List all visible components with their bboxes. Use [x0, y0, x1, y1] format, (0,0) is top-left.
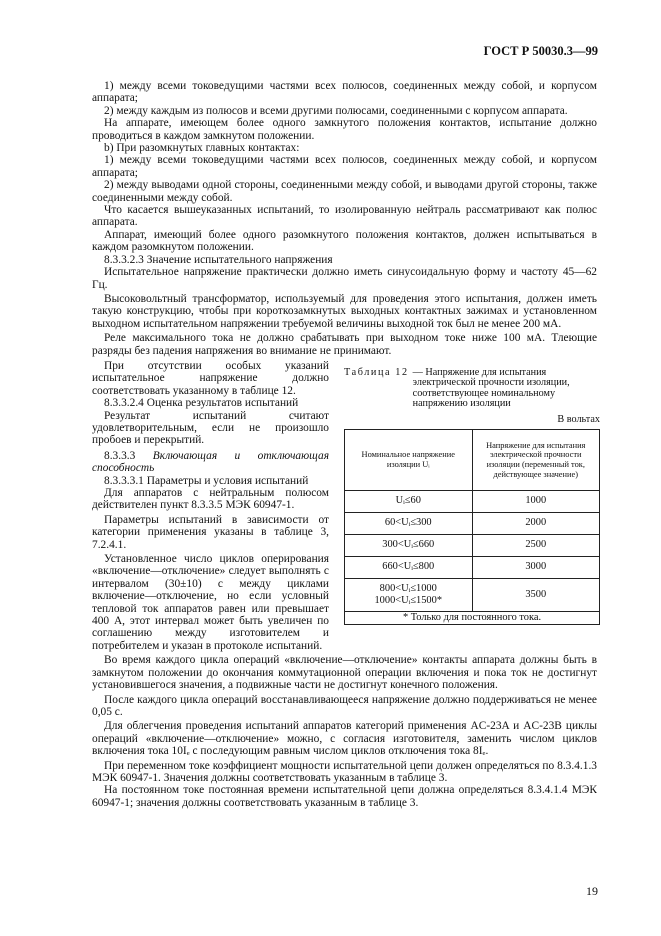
table-cell: 2000: [472, 512, 600, 534]
table-cell: 60<Uᵢ≤300: [345, 512, 473, 534]
paragraph: Для аппаратов с нейтральным полюсом действителен пункт 8.3.3.5 МЭК 60947-1.: [92, 487, 329, 512]
paragraph: Реле максимального тока не должно срабатывать при выходном токе ниже 100 мА. Тлеющие разряды без падения напряжения во внимание не принимают.: [92, 332, 597, 357]
paragraph: 1) между всеми токоведущими частями всех полюсов, соединенных между собой, и корпусом аппарата;: [92, 154, 597, 179]
paragraph: 2) между выводами одной стороны, соединенными между собой, и выводами другой стороны, также соединенными между собой.: [92, 179, 597, 204]
section-heading: [92, 450, 329, 475]
table-header-cell: Номинальное напряжение изоляции Uᵢ: [345, 429, 473, 490]
paragraph: 1) между всеми токоведущими частями всех полюсов, соединенных между собой, и корпусом аппарата;: [92, 80, 597, 105]
section-heading: 8.3.3.3.1 Параметры и условия испытаний: [104, 474, 309, 487]
two-column-section: [92, 359, 600, 652]
table-cell: Uᵢ≤60: [345, 490, 473, 512]
table-row: [345, 556, 600, 578]
table-cell: 3500: [472, 578, 600, 611]
paragraph: 2) между каждым из полюсов и всеми другими полюсами, соединенными с корпусом аппарата.: [104, 104, 568, 117]
table-header-row: [345, 429, 600, 490]
table-row: [345, 490, 600, 512]
table-footnote-row: [345, 611, 600, 624]
table-row: [345, 512, 600, 534]
table-cell: [345, 578, 473, 611]
table-unit: В вольтах: [557, 413, 600, 425]
paragraph: Параметры испытаний в зависимости от категории применения указаны в таблице 3, 7.2.4.1.: [92, 513, 329, 551]
page-content: [92, 80, 600, 809]
left-column: [92, 360, 329, 652]
section-number: 8.3.3.3: [104, 449, 136, 462]
paragraph: b) При разомкнутых главных контактах:: [104, 142, 300, 155]
page-number: 19: [586, 884, 598, 898]
table-cell-line: 800<Uᵢ≤1000: [379, 582, 437, 594]
table-row: [345, 578, 600, 611]
paragraph: Во время каждого цикла операций «включение—отключение» контакты аппарата должны быть в замкнутом положении до окончания коммутационной операции включения и пока ток не достигнут установившегося значения, а подвижные части не достигнут конечного положения.: [92, 654, 597, 692]
section-heading: 8.3.3.2.3 Значение испытательного напряжения: [104, 253, 333, 266]
paragraph: После каждого цикла операций восстанавливающееся напряжение должно поддерживаться не менее 0,05 с.: [92, 693, 597, 718]
section-title: Включающая и отключающая способность: [92, 449, 329, 475]
paragraph: При переменном токе коэффициент мощности испытательной цепи должен определяться по 8.3.4.1.3 МЭК 60947-1. Значения должны соответствовать указанным в таблице 3.: [92, 759, 597, 784]
paragraph: Для облегчения проведения испытаний аппаратов категорий применения AC-23A и AC-23B циклы операций «включение—отключение» можно, с согласия изготовителя, заменить числом циклов включения тока 10Iₑ с последующим равным числом циклов отключения тока 8Iₑ.: [92, 720, 597, 758]
paragraph: Что касается вышеуказанных испытаний, то изолированную нейтраль рассматривают как полюс аппарата.: [92, 204, 597, 229]
paragraph: Результат испытаний считают удовлетворительным, если не произошло пробоев и перекрытий.: [92, 409, 329, 447]
section-heading: 8.3.3.2.4 Оценка результатов испытаний: [104, 397, 299, 410]
paragraph: На аппарате, имеющем более одного замкнутого положения контактов, испытание должно проводиться в каждом замкнутом положении.: [92, 117, 597, 142]
table-cell: 300<Uᵢ≤660: [345, 534, 473, 556]
paragraph: Испытательное напряжение практически должно иметь синусоидальную форму и частоту 45—62 Гц.: [92, 266, 597, 291]
paragraph: Высоковольтный трансформатор, используемый для проведения этого испытания, должен иметь такую конструкцию, чтобы при короткозамкнутых выходных контактных зажимах и установленном выходном испытательном напряжении требуемой величины выходной ток был не менее 200 мА.: [92, 292, 597, 330]
paragraph: Аппарат, имеющий более одного разомкнутого положения контактов, должен испытываться в каждом разомкнутом положении.: [92, 228, 597, 254]
table-cell: 3000: [472, 556, 600, 578]
paragraph: Установленное число циклов оперирования «включение—отключение» следует выполнять с интервалом (30±10) с между циклами включение—отключение, но если условный тепловой ток аппаратов равен или превышает 400 А, этот интервал может быть увеличен по соглашению между изготовителем и потребителем и указан в протоколе испытаний.: [92, 553, 329, 652]
table-header-cell: Напряжение для испытания электрической прочности изоляции (переменный ток, действующее значение): [472, 429, 600, 490]
paragraph: При отсутствии особых указаний испытательное напряжение должно соответствовать указанному в таблице 12.: [92, 359, 329, 397]
table-12-block: [344, 360, 600, 625]
table-footnote: * Только для постоянного тока.: [345, 611, 600, 624]
table-cell: 2500: [472, 534, 600, 556]
paragraph: На постоянном токе постоянная времени испытательной цепи должна определяться 8.3.4.1.4 МЭК 60947-1; значения должны соответствовать указанным в таблице 3.: [92, 784, 597, 809]
table-row: [345, 534, 600, 556]
table-cell: 660<Uᵢ≤800: [345, 556, 473, 578]
voltage-table: [344, 429, 600, 625]
table-cell: 1000: [472, 490, 600, 512]
table-caption-text: — Напряжение для испытания электрической прочности изоляции, соответствующее номинальному напряжению изоляции: [412, 366, 570, 410]
table-caption: [344, 368, 600, 410]
document-header: ГОСТ Р 50030.3—99: [483, 44, 598, 58]
table-caption-label: Таблица 12: [344, 366, 409, 378]
table-cell-line: 1000<Uᵢ≤1500*: [374, 594, 443, 606]
